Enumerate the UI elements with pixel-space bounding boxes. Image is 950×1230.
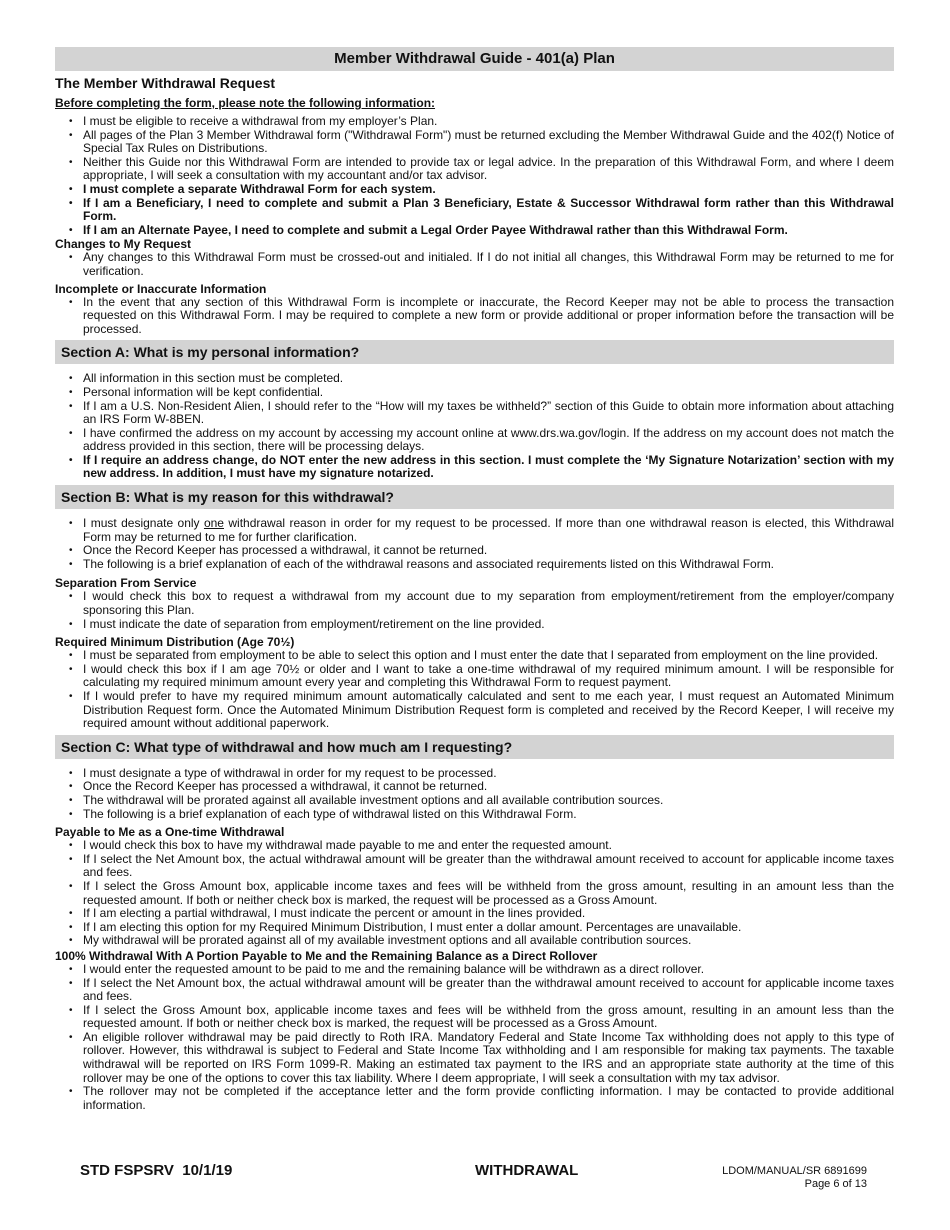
list-item: • If I select the Gross Amount box, applicable income taxes and fees will be withheld from the gross amount, resulting in an amount less than the requested amount. If both or neither check box is marked, the request will be processed as a Gross Amount. [83,1004,894,1031]
section-b-list [55,517,894,571]
section-c-list [55,767,894,821]
list-item: • If I am electing a partial withdrawal, I must indicate the percent or amount in the lines provided. [83,907,894,921]
list-item: • Any changes to this Withdrawal Form must be crossed-out and initialed. If I do not initial all changes, this Withdrawal Form may be returned to me for verification. [83,251,894,278]
list-item: • All information in this section must be completed. [83,372,894,386]
list-item: • The following is a brief explanation of each of the withdrawal reasons and associated requirements listed on this Withdrawal Form. [83,558,894,572]
list-item: • The rollover may not be completed if the acceptance letter and the form provide conflicting information. I may be contacted to provide additional information. [83,1085,894,1112]
separation-list [55,590,894,631]
section-a-list [55,372,894,481]
rollover-heading: 100% Withdrawal With A Portion Payable to Me and the Remaining Balance as a Direct Rollover [55,948,598,963]
list-item: • I would check this box if I am age 70½ or older and I want to take a one-time withdrawal of my required minimum amount. I will be responsible for calculating my required minimum amount every year and completing this Withdrawal Form to request payment. [83,663,894,690]
document-page [55,47,894,1112]
list-item: • I must be separated from employment to be able to select this option and I must enter the date that I separated from employment on the line provided. [83,649,894,663]
page-footer [80,1162,867,1192]
list-item: • If I require an address change, do NOT enter the new address in this section. I must complete the ‘My Signature Notarization’ section with my new address. In addition, I must have my signature notarized. [83,454,894,481]
list-item: • Personal information will be kept confidential. [83,386,894,400]
list-item: • Once the Record Keeper has processed a withdrawal, it cannot be returned. [83,780,894,794]
rmd-heading: Required Minimum Distribution (Age 70½) [55,635,295,650]
list-item: • If I would prefer to have my required minimum amount automatically calculated and sent to me each year, I must request an Automated Minimum Distribution Request form. Once the Automated Minimum Distribution Request form is completed and received by the Record Keeper, I will receive my required amount without additional paperwork. [83,690,894,731]
list-item: • I must complete a separate Withdrawal Form for each system. [83,183,894,197]
list-item: • I would check this box to request a withdrawal from my account due to my separation from employment/retirement from the employer/company sponsoring this Plan. [83,590,894,617]
section-c-heading: Section C: What type of withdrawal and how much am I requesting? [55,735,894,759]
list-item: • Neither this Guide nor this Withdrawal Form are intended to provide tax or legal advice. In the preparation of this Withdrawal Form, and where I deem appropriate, I will seek a consultation with my accountant and/or tax advisor. [83,156,894,183]
intro-note: Before completing the form, please note the following information: [55,96,436,110]
footer-center-label: WITHDRAWAL [475,1162,579,1179]
item-text-pre: I must designate only [83,516,204,531]
list-item: • My withdrawal will be prorated against all of my available investment options and all available contribution sources. [83,934,894,948]
changes-heading: Changes to My Request [55,237,192,252]
list-item: • The withdrawal will be prorated against all available investment options and all available contribution sources. [83,794,894,808]
list-item: • An eligible rollover withdrawal may be paid directly to Roth IRA. Mandatory Federal and State Income Tax withholding does not apply to this type of rollover. However, this withdrawal is subject to Federal and State Income Tax withholding and I am responsible for making tax payments. The taxable withdrawal will be reported on IRS Form 1099-R. Making an estimated tax payment to the IRS and an appropriate state authority at the time of this rollover may be one of the options to cover this tax liability. Where I deem appropriate, I will seek a consultation with my tax advisor. [83,1031,894,1085]
payable-list [55,839,894,948]
list-item: • All pages of the Plan 3 Member Withdrawal form ("Withdrawal Form") must be returned excluding the Member Withdrawal Guide and the 402(f) Notice of Special Tax Rules on Distributions. [83,129,894,156]
section-b-heading: Section B: What is my reason for this withdrawal? [55,485,894,509]
list-item: • If I select the Net Amount box, the actual withdrawal amount will be greater than the withdrawal amount received to account for applicable income taxes and fees. [83,853,894,880]
list-item [83,517,894,544]
list-item: • If I am an Alternate Payee, I need to complete and submit a Legal Order Payee Withdrawal rather than this Withdrawal Form. [83,224,894,238]
list-item: • If I select the Gross Amount box, applicable income taxes and fees will be withheld from the gross amount, resulting in an amount less than the requested amount. If both or neither check box is marked, the request will be processed as a Gross Amount. [83,880,894,907]
list-item: • If I select the Net Amount box, the actual withdrawal amount will be greater than the withdrawal amount received to account for applicable income taxes and fees. [83,977,894,1004]
rollover-list [55,963,894,1113]
list-item: • I would enter the requested amount to be paid to me and the remaining balance will be withdrawn as a direct rollover. [83,963,894,977]
item-text-post: withdrawal reason in order for my request to be processed. If more than one withdrawal reason is elected, this Withdrawal Form may be returned to me for further clarification. [83,516,895,544]
intro-list [55,115,894,237]
list-item: • I must be eligible to receive a withdrawal from my employer’s Plan. [83,115,894,129]
list-item: • I must designate a type of withdrawal in order for my request to be processed. [83,767,894,781]
list-item: • If I am electing this option for my Required Minimum Distribution, I must enter a dollar amount. Percentages are unavailable. [83,921,894,935]
page-title: Member Withdrawal Guide - 401(a) Plan [55,47,894,71]
list-item: • I have confirmed the address on my account by accessing my account online at www.drs.wa.gov/login. If the address on my account does not match the address provided in this section, there will be processing delays. [83,427,894,454]
rmd-list [55,649,894,731]
item-text-underlined: one [203,516,224,531]
intro-heading: The Member Withdrawal Request [55,75,276,91]
footer-right-block [722,1165,867,1191]
list-item: • I must indicate the date of separation from employment/retirement on the line provided. [83,618,894,632]
document-code: LDOM/MANUAL/SR 6891699 [722,1165,867,1177]
payable-heading: Payable to Me as a One-time Withdrawal [55,825,285,840]
changes-list [55,251,894,278]
form-id: STD FSPSRV 10/1/19 [80,1162,233,1179]
list-item: • I would check this box to have my withdrawal made payable to me and enter the requested amount. [83,839,894,853]
list-item: • If I am a U.S. Non-Resident Alien, I should refer to the “How will my taxes be withheld?” section of this Guide to obtain more information about attaching an IRS Form W-8BEN. [83,400,894,427]
incomplete-heading: Incomplete or Inaccurate Information [55,281,267,296]
separation-heading: Separation From Service [55,576,197,591]
list-item: • The following is a brief explanation of each type of withdrawal listed on this Withdrawal Form. [83,808,894,822]
section-a-heading: Section A: What is my personal information? [55,340,894,364]
list-item: • Once the Record Keeper has processed a withdrawal, it cannot be returned. [83,544,894,558]
incomplete-list [55,296,894,337]
page-number: Page 6 of 13 [804,1178,867,1190]
list-item: • In the event that any section of this Withdrawal Form is incomplete or inaccurate, the Record Keeper may not be able to process the transaction requested on this Withdrawal Form. I may be required to complete a new form or provide additional or proper information before the transaction will be processed. [83,296,894,337]
list-item: • If I am a Beneficiary, I need to complete and submit a Plan 3 Beneficiary, Estate & Successor Withdrawal form rather than this Withdrawal Form. [83,197,894,224]
